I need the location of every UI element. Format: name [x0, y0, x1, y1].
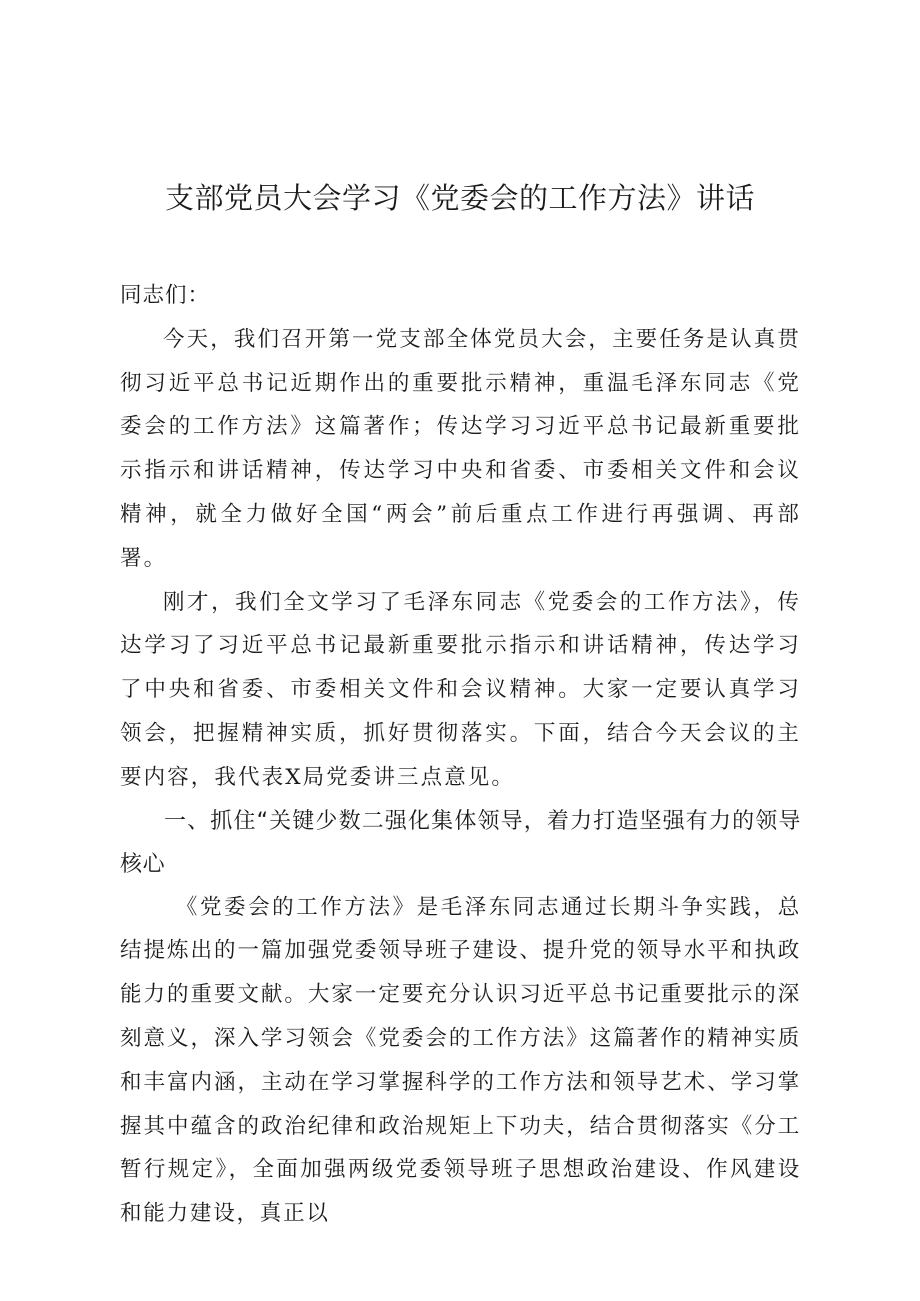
greeting: 同志们：	[120, 283, 211, 308]
paragraph-summary: 刚才，我们全文学习了毛泽东同志《党委会的工作方法》，传达学习了习近平总书记最新重要批示指示和讲话精神，传达学习了中央和省委、市委相关文件和会议精神。大家一定要认真学习领会，把握精神实质，抓好贯彻落实。下面，结合今天会议的主要内容，我代表X局党委讲三点意见。	[120, 589, 801, 790]
section-heading: 一、抓住“关键少数二强化集体领导，着力打造坚强有力的领导核心	[120, 808, 801, 877]
section-paragraph: 《党委会的工作方法》是毛泽东同志通过长期斗争实践，总结提炼出的一篇加强党委领导班子建设、提升党的领导水平和执政能力的重要文献。大家一定要充分认识习近平总书记重要批示的深刻意义，深入学习领会《党委会的工作方法》这篇著作的精神实质和丰富内涵，主动在学习掌握科学的工作方法和领导艺术、学习掌握其中蕴含的政治纪律和政治规矩上下功夫，结合贯彻落实《分工暂行规定》，全面加强两级党委领导班子思想政治建设、作风建设和能力建设，真正以	[120, 894, 801, 1227]
document-body	[120, 274, 801, 1236]
document-title: 支部党员大会学习《党委会的工作方法》讲话	[164, 181, 755, 215]
paragraph-opening: 今天，我们召开第一党支部全体党员大会，主要任务是认真贯彻习近平总书记近期作出的重要批示精神，重温毛泽东同志《党委会的工作方法》这篇著作；传达学习习近平总书记最新重要批示指示和讲话精神，传达学习中央和省委、市委相关文件和会议精神，就全力做好全国“两会”前后重点工作进行再强调、再部署。	[120, 326, 801, 571]
